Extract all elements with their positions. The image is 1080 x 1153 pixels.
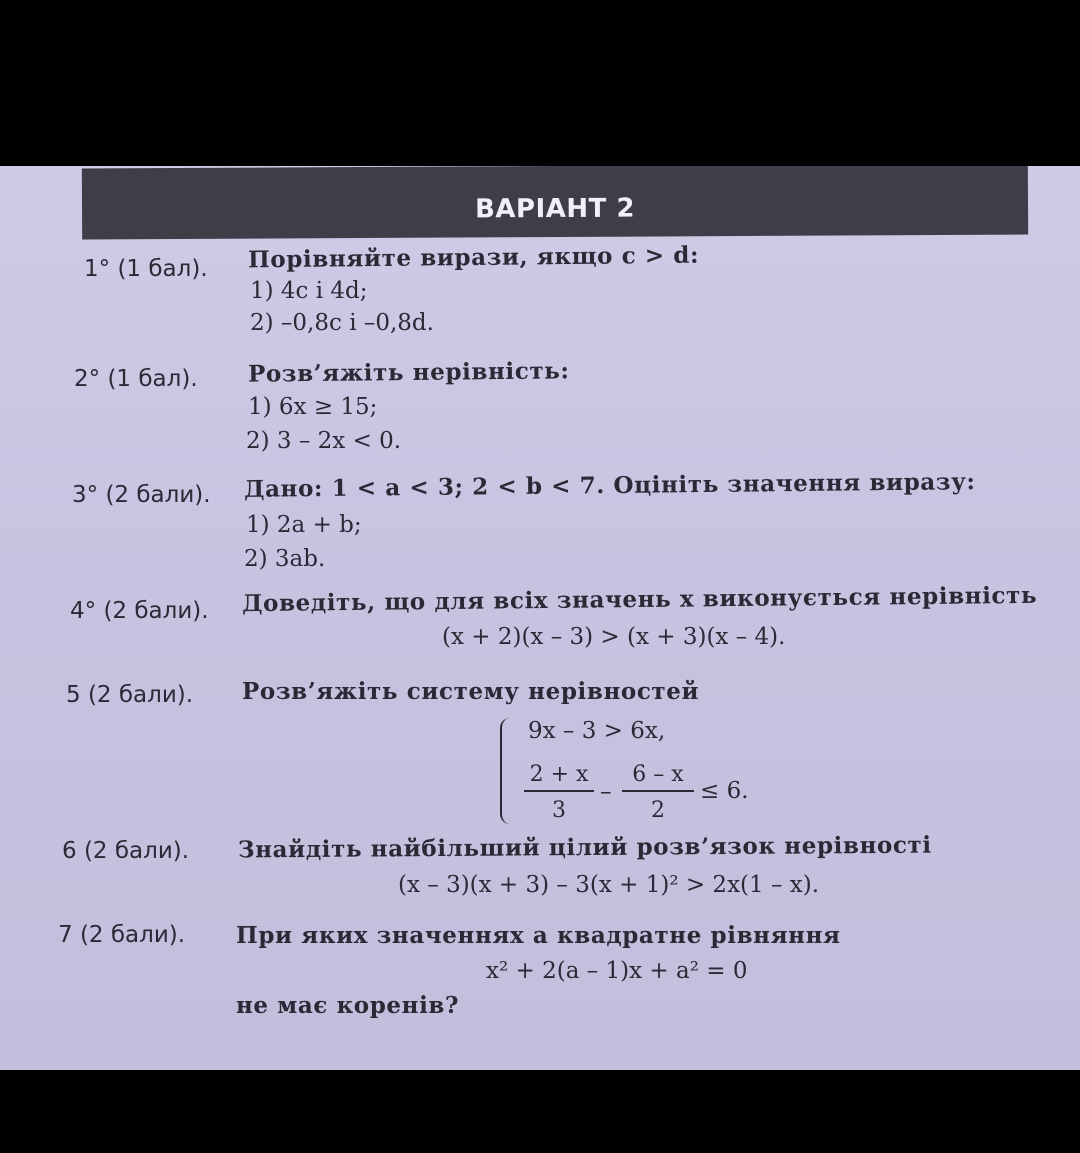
- task-1-question: Порівняйте вирази, якщо c > d:: [247, 241, 700, 274]
- task-3-number: 3° (2 бали).: [72, 482, 211, 508]
- system-minus-sign: –: [600, 779, 612, 805]
- system-rhs: ≤ 6.: [700, 778, 749, 804]
- fraction-1-denominator: 3: [552, 798, 566, 823]
- system-fraction-1: [524, 762, 594, 823]
- variant-title: ВАРІАНТ 2: [474, 193, 636, 224]
- fraction-2-bar: [622, 790, 694, 792]
- system-fraction-2: [622, 762, 694, 823]
- task-2-item-2: 2) 3 – 2x < 0.: [246, 428, 402, 454]
- task-3-item-1: 1) 2a + b;: [246, 512, 362, 538]
- task-3-item-2: 2) 3ab.: [244, 546, 326, 572]
- task-6-question: Знайдіть найбільший цілий розв’язок нерівності: [237, 831, 932, 864]
- task-4-number: 4° (2 бали).: [70, 598, 209, 624]
- task-4-formula: (x + 2)(x – 3) > (x + 3)(x – 4).: [442, 624, 786, 650]
- system-brace: [500, 718, 516, 824]
- task-6-number: 6 (2 бали).: [62, 838, 190, 864]
- task-2-item-1: 1) 6x ≥ 15;: [248, 394, 378, 420]
- task-1-item-1: 1) 4c і 4d;: [250, 278, 368, 304]
- task-2-question: Розв’яжіть нерівність:: [247, 357, 570, 388]
- fraction-1-numerator: 2 + x: [529, 762, 589, 787]
- task-5-question: Розв’яжіть систему нерівностей: [242, 678, 700, 705]
- textbook-page: [0, 166, 1080, 1070]
- task-7-number: 7 (2 бали).: [58, 922, 186, 948]
- task-7-tail: не має коренів?: [236, 992, 460, 1019]
- task-6-formula: (x – 3)(x + 3) – 3(x + 1)² > 2x(1 – x).: [398, 872, 820, 898]
- task-4-question: Доведіть, що для всіх значень x виконується нерівність: [241, 581, 1038, 618]
- task-2-number: 2° (1 бал).: [74, 366, 198, 392]
- variant-header-banner: [82, 166, 1028, 239]
- fraction-1-bar: [524, 790, 594, 792]
- task-1-number: 1° (1 бал).: [84, 256, 208, 282]
- task-1-item-2: 2) –0,8c і –0,8d.: [250, 310, 434, 336]
- system-line-1: 9x – 3 > 6x,: [528, 718, 666, 744]
- fraction-2-numerator: 6 – x: [632, 762, 684, 787]
- task-7-formula: x² + 2(a – 1)x + a² = 0: [486, 958, 748, 984]
- task-3-question: Дано: 1 < a < 3; 2 < b < 7. Оцініть значення виразу:: [243, 468, 976, 503]
- task-5-number: 5 (2 бали).: [66, 682, 194, 708]
- task-7-question: При яких значеннях a квадратне рівняння: [236, 922, 841, 949]
- fraction-2-denominator: 2: [651, 798, 665, 823]
